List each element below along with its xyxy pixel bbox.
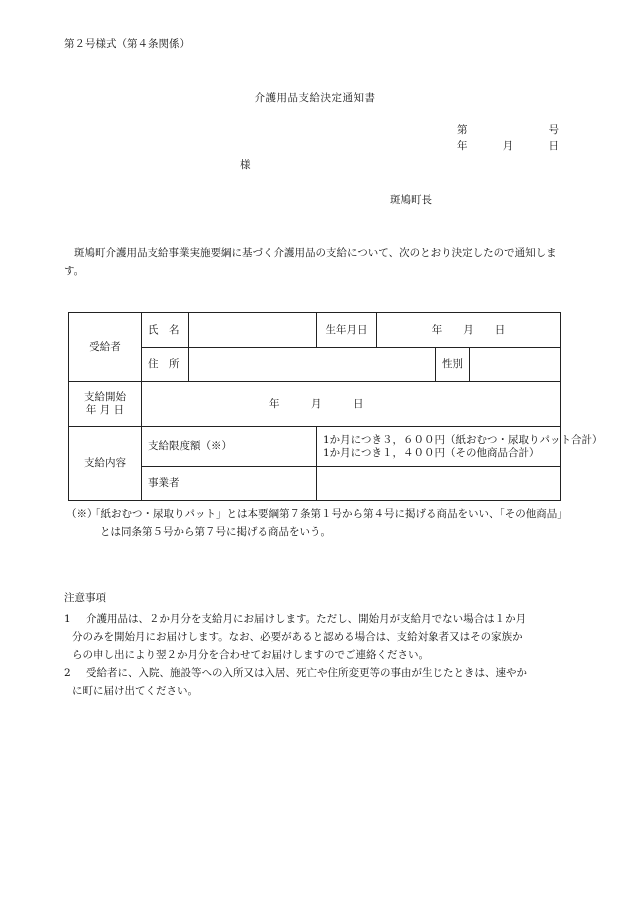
address-field — [189, 348, 436, 382]
cautions-heading: 注意事項 — [64, 592, 106, 604]
start-date-field: 年 月 日 — [142, 382, 561, 427]
recipient-label: 受給者 — [69, 313, 142, 382]
caution-item-2-line-2: に町に届け出てください。 — [72, 685, 198, 697]
provider-label: 事業者 — [142, 467, 317, 501]
caution-item-1-line-3: らの申し出により翌２か月分を合わせてお届けしますのでご連絡ください。 — [72, 649, 429, 661]
caution-item-1-line-1: 介護用品は、２か月分を支給月にお届けします。ただし、開始月が支給月でない場合は１か月 — [86, 613, 527, 625]
date-month: 月 — [502, 140, 514, 152]
content-label: 支給内容 — [69, 427, 142, 501]
caution-item-1-number: 1 — [64, 613, 71, 625]
footnote-text: 「紙おむつ・尿取りパット」とは本要綱第７条第１号から第４号に掲げる商品をいい、「その他商品」とは同条第５号から第７号に掲げる商品をいう。 — [90, 508, 568, 538]
form-number: 第２号様式（第４条関係） — [64, 38, 190, 50]
number-suffix: 号 — [548, 124, 559, 136]
limit-line-1: 1か月につき３，６００円（紙おむつ・尿取りパット合計） — [323, 433, 603, 446]
benefit-table — [68, 312, 603, 501]
number-prefix: 第 — [457, 124, 468, 136]
name-label: 氏 名 — [142, 313, 189, 348]
date-year: 年 — [457, 140, 468, 152]
caution-item-1-line-2: 分のみを開始月にお届けします。なお、必要があると認める場合は、支給対象者又はその家族か — [72, 631, 523, 643]
date-day: 日 — [548, 140, 559, 152]
name-field — [189, 313, 317, 348]
limit-label: 支給限度額（※） — [142, 427, 317, 467]
gender-label: 性別 — [436, 348, 470, 382]
document-date-line — [457, 140, 559, 153]
issuer-name: 斑鳩町長 — [390, 194, 432, 206]
start-date-label-line1: 支給開始 — [84, 391, 126, 404]
provider-field — [317, 467, 561, 501]
birth-date-label: 生年月日 — [317, 313, 377, 348]
document-title: 介護用品支給決定通知書 — [254, 92, 376, 104]
start-date-label — [69, 382, 142, 427]
document-number-line — [457, 124, 559, 137]
caution-item-2-number: 2 — [64, 667, 71, 679]
address-label: 住 所 — [142, 348, 189, 382]
addressee-suffix: 様 — [240, 159, 251, 171]
limit-value — [317, 427, 603, 467]
body-paragraph: 斑鳩町介護用品支給事業実施要綱に基づく介護用品の支給について、次のとおり決定したので通知します。 — [64, 247, 557, 277]
caution-item-2-line-1: 受給者に、入院、施設等への入所又は入居、死亡や住所変更等の事由が生じたときは、速やか — [86, 667, 527, 679]
start-date-label-line2: 年 月 日 — [85, 404, 125, 416]
birth-date-field: 年 月 日 — [377, 313, 561, 348]
gender-field — [470, 348, 561, 382]
footnote-mark: （※） — [66, 508, 98, 520]
limit-line-2: 1か月につき１，４００円（その他商品合計） — [323, 446, 540, 459]
